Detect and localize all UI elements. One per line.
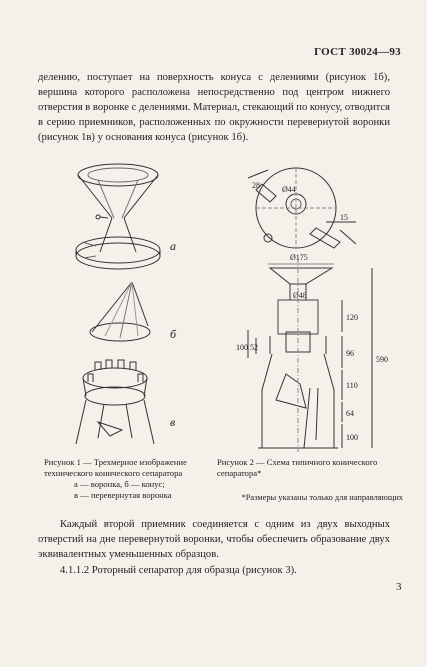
- dim-110: 110: [346, 381, 358, 390]
- separator-top-view: [248, 168, 356, 248]
- dim-48: Ø48: [293, 291, 307, 300]
- dim-64: 64: [346, 409, 354, 418]
- figure1-caption-main: Рисунок 1 — Трехмерное изображение технического конического сепаратора: [44, 457, 187, 478]
- dim-44: Ø44: [282, 185, 296, 194]
- standard-header: ГОСТ 30024—93: [314, 46, 401, 58]
- figures-area: [0, 160, 427, 460]
- figure1-caption-b: в — перевернутая воронка: [74, 490, 172, 500]
- inverted-funnel-drawing: [76, 360, 154, 444]
- dim-15: 15: [340, 213, 348, 222]
- dim-28: 28: [252, 181, 260, 190]
- dim-100-left: 100: [236, 343, 248, 352]
- cone-drawing: [90, 282, 150, 341]
- dim-96: 96: [346, 349, 354, 358]
- dim-100-bottom: 100: [346, 433, 358, 442]
- section-heading-4-1-1-2: 4.1.1.2 Роторный сепаратор для образца (рисунок 3).: [60, 565, 297, 576]
- dim-175: Ø175: [290, 253, 308, 262]
- figure1-caption-a: а — воронка, б — конус;: [74, 479, 165, 489]
- body-paragraph-1: делению, поступает на поверхность конуса с делениями (рисунок 1б), вершина которого расположена непосредственно под центром нижнего отверстия в воронке с делениями. Материал, стекающий по конусу, отводится в серию приемников, расположенных по окружности перевернутой воронки (рисунок 1в) у основания конуса (рисунок 1б).: [38, 72, 390, 143]
- figures-svg: [0, 160, 427, 460]
- figure2-caption: Рисунок 2 — Схема типичного конического сепаратора*: [217, 457, 378, 478]
- body-paragraph-2: Каждый второй приемник соединяется с одним из двух выходных отверстий на дне перевернутой воронки, чтобы обеспечить образование двух эквивалентных уменьшенных образцов.: [38, 519, 390, 560]
- footnote: *Размеры указаны только для направляющих: [241, 493, 403, 502]
- page-number: 3: [396, 581, 402, 593]
- funnel-drawing: [76, 164, 160, 269]
- fig1-label-b: б: [170, 327, 177, 341]
- figure1-caption: [44, 457, 214, 501]
- dim-52: 52: [250, 343, 258, 352]
- dim-590: 590: [376, 355, 388, 364]
- fig1-label-a: а: [170, 239, 176, 253]
- fig1-label-c: в: [170, 415, 176, 429]
- dim-120: 120: [346, 313, 358, 322]
